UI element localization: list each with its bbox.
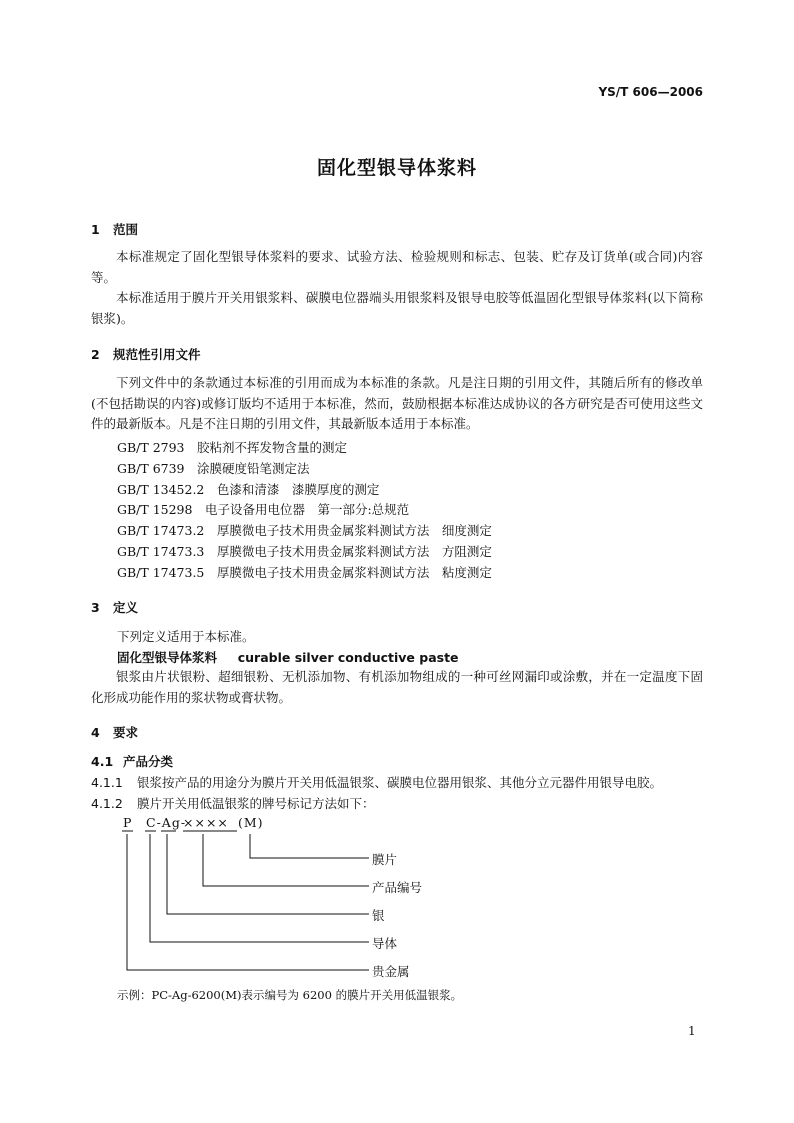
page-number: 1 xyxy=(688,1024,696,1038)
normative-reference: GB/T 6739 涂膜硬度铅笔测定法 xyxy=(117,461,310,476)
code-number-placeholder: ×××× xyxy=(183,815,229,830)
code-letter-p: P xyxy=(123,815,133,830)
label-product-number: 产品编号 xyxy=(372,880,423,895)
section-number: 1 xyxy=(91,222,100,237)
document-title: 固化型银导体浆料 xyxy=(316,157,477,179)
term-english: curable silver conductive paste xyxy=(237,650,459,665)
code-suffix-m: (M) xyxy=(238,815,264,830)
section-number: 3 xyxy=(91,600,100,615)
standard-number: YS/T 606—2006 xyxy=(598,85,703,99)
label-silver: 银 xyxy=(372,908,385,923)
normative-reference: GB/T 2793 胶粘剂不挥发物含量的测定 xyxy=(117,440,348,455)
designation-example: 示例：PC-Ag-6200(M)表示编号为 6200 的膜片开关用低温银浆。 xyxy=(117,988,463,1002)
normative-reference: GB/T 15298 电子设备用电位器 第一部分:总规范 xyxy=(117,502,410,517)
term-chinese: 固化型银导体浆料 xyxy=(117,650,218,665)
section-number: 4 xyxy=(91,725,100,740)
section-title: 范围 xyxy=(113,222,139,237)
section-2-paragraph: 下列文件中的条款通过本标准的引用而成为本标准的条款。凡是注日期的引用文件，其随后所有的修改单(不包括勘误的内容)或修订版均不适用于本标准，然而，鼓励根据本标准达成协议的各方研究是否可使用这些文件的最新版本。凡是不注日期的引用文件，其最新版本适用于本标准。 xyxy=(91,375,703,431)
normative-reference: GB/T 17473.2 厚膜微电子技术用贵金属浆料测试方法 细度测定 xyxy=(117,523,492,538)
clause-text: 银浆按产品的用途分为膜片开关用低温银浆、碳膜电位器用银浆、其他分立元器件用银导电胶。 xyxy=(137,775,663,790)
section-number: 2 xyxy=(91,347,100,362)
section-title: 定义 xyxy=(113,600,139,615)
section-title: 要求 xyxy=(113,725,139,740)
label-precious-metal: 贵金属 xyxy=(372,964,410,979)
clause-number: 4.1.2 xyxy=(91,796,123,811)
clause-number: 4.1.1 xyxy=(91,775,123,790)
definition-intro: 下列定义适用于本标准。 xyxy=(117,629,255,644)
section-1-paragraph-2: 本标准适用于膜片开关用银浆料、碳膜电位器端头用银浆料及银导电胶等低温固化型银导体浆料(以下简称银浆)。 xyxy=(91,290,703,326)
normative-reference: GB/T 13452.2 色漆和清漆 漆膜厚度的测定 xyxy=(117,482,380,497)
section-title: 规范性引用文件 xyxy=(113,347,201,362)
code-c-ag: C-Ag- xyxy=(146,815,187,830)
label-membrane: 膜片 xyxy=(372,852,398,867)
subsection-number: 4.1 xyxy=(91,754,114,769)
subsection-title: 产品分类 xyxy=(123,754,174,769)
section-1-paragraph-1: 本标准规定了固化型银导体浆料的要求、试验方法、检验规则和标志、包装、贮存及订货单(或合同)内容等。 xyxy=(91,249,703,285)
label-conductor: 导体 xyxy=(372,936,398,951)
normative-reference: GB/T 17473.3 厚膜微电子技术用贵金属浆料测试方法 方阻测定 xyxy=(117,544,492,559)
normative-reference: GB/T 17473.5 厚膜微电子技术用贵金属浆料测试方法 粘度测定 xyxy=(117,565,492,580)
term-definition: 银浆由片状银粉、超细银粉、无机添加物、有机添加物组成的一种可丝网漏印或涂敷，并在一定温度下固化形成功能作用的浆状物或膏状物。 xyxy=(91,669,703,705)
clause-text: 膜片开关用低温银浆的牌号标记方法如下： xyxy=(137,796,375,811)
